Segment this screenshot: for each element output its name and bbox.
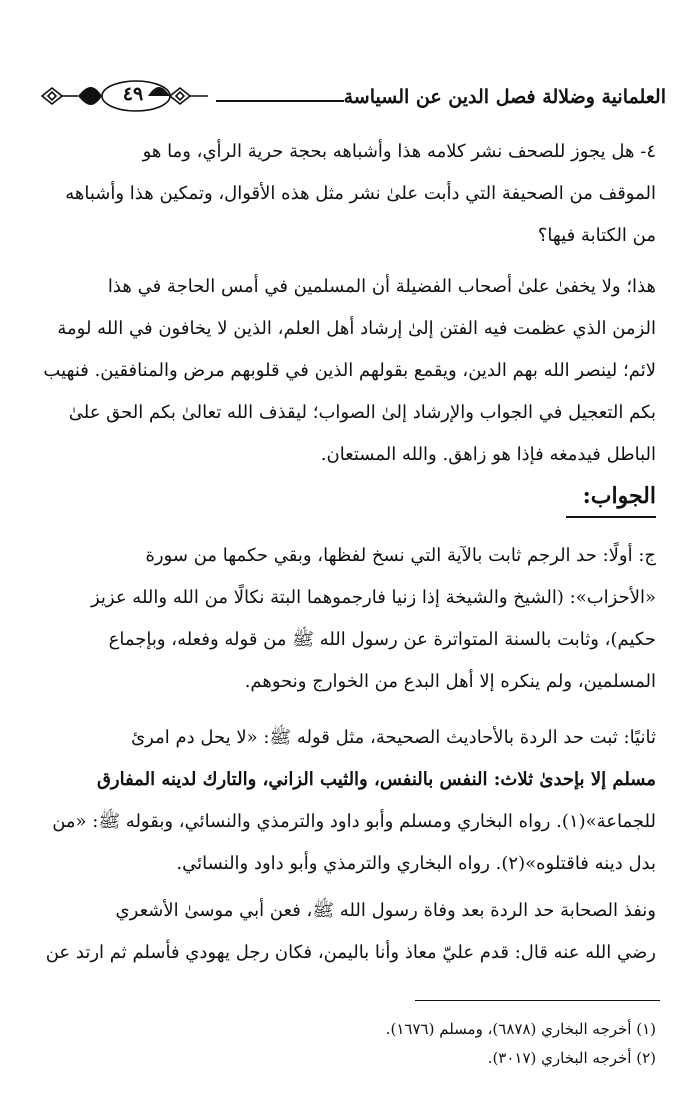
footnote-2: (٢) أخرجه البخاري (٣٠١٧). bbox=[487, 1049, 656, 1067]
page-header bbox=[34, 76, 666, 116]
text-line: لائم؛ لينصر الله بهم الدين، ويقمع بقولهم الذين في قلوبهم مرض والمنافقين. فنهيب bbox=[43, 360, 656, 381]
paragraph-companions bbox=[40, 890, 656, 974]
section-heading: الجواب: bbox=[582, 483, 656, 509]
paragraph-answer-first bbox=[40, 535, 656, 703]
heading-underline bbox=[566, 516, 656, 518]
text-line: الزمن الذي عظمت فيه الفتن إلىٰ إرشاد أهل العلم، الذين لا يخافون في الله لومة bbox=[57, 318, 656, 339]
text-line: «الأحزاب»: (الشيخ والشيخة إذا زنيا فارجموهما البتة نكالًا من الله والله عزيز bbox=[90, 587, 656, 608]
text-line: بكم التعجيل في الجواب والإرشاد إلىٰ الصواب؛ ليقذف الله تعالىٰ بكم الحق علىٰ bbox=[68, 402, 656, 423]
page-number: ٤٩ bbox=[122, 83, 144, 105]
text-line: ثانيًا: ثبت حد الردة بالأحاديث الصحيحة، مثل قوله ﷺ: «لا يحل دم امرئ bbox=[131, 727, 656, 748]
text-line: حكيم)، وثابت بالسنة المتواترة عن رسول الله ﷺ من قوله وفعله، وبإجماع bbox=[108, 629, 656, 650]
footnote-1: (١) أخرجه البخاري (٦٨٧٨)، ومسلم (١٦٧٦). bbox=[385, 1020, 656, 1038]
text-line: هذا؛ ولا يخفىٰ علىٰ أصحاب الفضيلة أن المسلمين في أمس الحاجة في هذا bbox=[107, 276, 656, 297]
footnotes bbox=[386, 1015, 656, 1073]
paragraph-answer-second bbox=[40, 717, 656, 885]
paragraph-question-4 bbox=[40, 131, 656, 257]
text-line: المسلمين، ولم ينكره إلا أهل البدع من الخوارج ونحوهم. bbox=[244, 671, 656, 692]
text-line: رضي الله عنه قال: قدم عليّ معاذ وأنا باليمن، فكان رجل يهودي فأسلم ثم ارتد عن bbox=[45, 942, 656, 963]
header-rule bbox=[216, 100, 344, 102]
paragraph-appeal bbox=[40, 266, 656, 476]
text-line: مسلم إلا بإحدىٰ ثلاث: النفس بالنفس، والثيب الزاني، والتارك لدينه المفارق bbox=[96, 769, 656, 790]
text-line: الباطل فيدمغه فإذا هو زاهق. والله المستعان. bbox=[320, 444, 656, 465]
text-line: للجماعة»(١). رواه البخاري ومسلم وأبو داود والترمذي والنسائي، وبقوله ﷺ: «من bbox=[52, 811, 656, 832]
running-title: العلمانية وضلالة فصل الدين عن السياسة bbox=[343, 86, 666, 108]
footnote-separator bbox=[415, 1000, 660, 1001]
text-line: ٤- هل يجوز للصحف نشر كلامه هذا وأشباهه بحجة حرية الرأي، وما هو bbox=[142, 141, 656, 162]
text-line: من الكتابة فيها؟ bbox=[537, 225, 656, 246]
text-line: بدل دينه فاقتلوه»(٢). رواه البخاري والترمذي وأبو داود والنسائي. bbox=[176, 853, 656, 874]
text-line: الموقف من الصحيفة التي دأبت علىٰ نشر مثل هذه الأقوال، وتمكين هذا وأشباهه bbox=[65, 183, 656, 204]
text-line: ونفذ الصحابة حد الردة بعد وفاة رسول الله ﷺ، فعن أبي موسىٰ الأشعري bbox=[115, 900, 656, 921]
text-line: ج: أولًا: حد الرجم ثابت بالآية التي نسخ لفظها، وبقي حكمها من سورة bbox=[145, 545, 656, 566]
